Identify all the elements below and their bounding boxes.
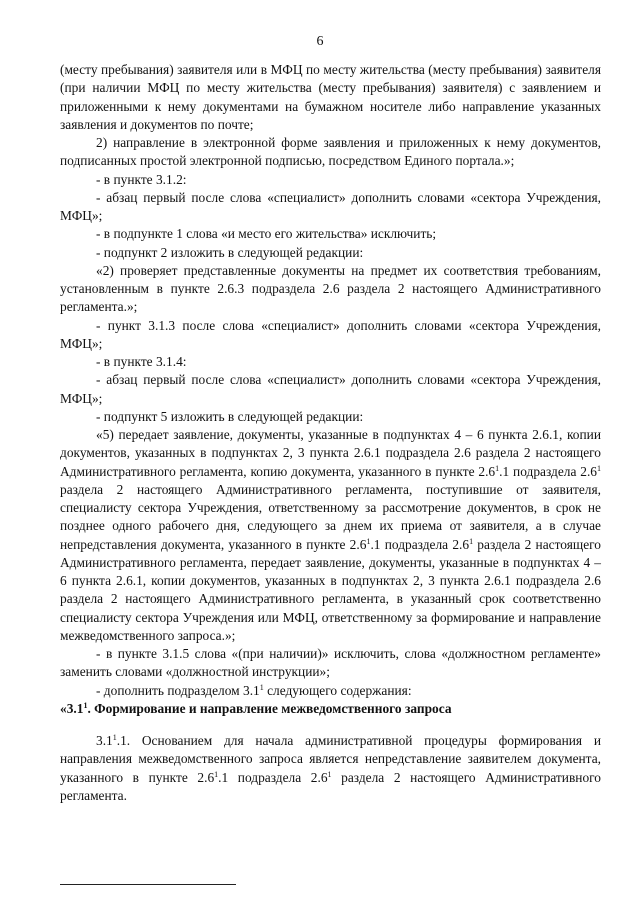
superscript: 1	[83, 700, 88, 710]
spacer	[60, 718, 601, 732]
paragraph-11: - подпункт 5 изложить в следующей редакции:	[96, 408, 364, 424]
paragraph-12-part-b: .1 подраздела 2.6	[499, 463, 597, 479]
paragraph-2: 2) направление в электронной форме заявления и приложенных к нему документов, подписанных простой электронной подписью, посредством Единого портала.»;	[60, 135, 601, 169]
paragraph-14-part-b: следующего содержания:	[263, 682, 412, 698]
paragraph-15	[60, 732, 601, 805]
superscript: 1	[259, 682, 264, 692]
paragraph-14	[60, 682, 601, 700]
paragraph-10: - абзац первый после слова «специалист» дополнить словами «сектора Учреждения, МФЦ»;	[60, 372, 601, 406]
paragraph-8: - пункт 3.1.3 после слова «специалист» дополнить словами «сектора Учреждения, МФЦ»;	[60, 317, 601, 351]
paragraph-12-part-e: раздела 2 настоящего Административного регламента, передает заявление, документы, указанные в подпунктах 4 – 6 пункта 2.6.1, копии документов, указанных в подпунктах 2, 3 пункта 2.6.1 подраздела 2.6 раздела 2 настоящего Административного регламента, в указанный срок соответственно специалисту сектора Учреждения или МФЦ, ответственному за формирование и направление межведомственного запроса.»;	[60, 536, 601, 643]
paragraph-6: - подпункт 2 изложить в следующей редакции:	[96, 244, 364, 260]
paragraph-7: «2) проверяет представленные документы на предмет их соответствия требованиям, установленным в пункте 2.6.3 подраздела 2.6 раздела 2 настоящего Административного регламента.»;	[60, 262, 601, 315]
paragraph-12-part-d: .1 подраздела 2.6	[370, 536, 470, 552]
paragraph-1: (месту пребывания) заявителя или в МФЦ по месту жительства (месту пребывания) заявителя (при наличии МФЦ по месту жительства (месту пребывания) заявителя) с заявлением и приложенными к нему документами на бумажном носителе либо направление указанных заявления и документов по почте;	[60, 62, 601, 132]
paragraph-4: - абзац первый после слова «специалист» дополнить словами «сектора Учреждения, МФЦ»;	[60, 189, 601, 223]
section-heading	[60, 700, 601, 718]
superscript: 1	[469, 536, 474, 546]
page-number: 6	[316, 34, 324, 49]
paragraph-14-part-a: - дополнить подразделом 3.1	[96, 682, 260, 698]
paragraph-12-part-a: «5) передает заявление, документы, указанные в подпунктах 4 – 6 пункта 2.6.1, копии документов, указанных в подпунктах 2, 3 пункта 2.6.1 подраздела 2.6 раздела 2 настоящего Административного регламента, копию документа, указанного в пункте 2.6	[60, 427, 601, 479]
section-heading-number: «3.1	[60, 700, 84, 716]
superscript: 1	[597, 463, 601, 473]
paragraph-12-part-c: раздела 2 настоящего Административного регламента, поступившие от заявителя, специалисту сектора Учреждения, ответственному за рассмотрение документов, в срок не позднее одного рабочего дня, следующего за днем их приема от заявителя, а в случае непредставления документа, указанного в пункте 2.6	[60, 481, 601, 552]
paragraph-15-part-a: 3.1	[96, 733, 113, 748]
document-body	[60, 61, 601, 805]
paragraph-15-part-b: .1. Основанием для начала административной процедуры формирования и направления межведомственного запроса является непредставление заявителем документа, указанного в пункте 2.6	[60, 733, 601, 785]
paragraph-12	[60, 426, 601, 645]
superscript: 1	[366, 536, 371, 546]
superscript: 1	[495, 463, 500, 473]
paragraph-3: - в пункте 3.1.2:	[96, 171, 187, 187]
paragraph-5: - в подпункте 1 слова «и место его жительства» исключить;	[96, 226, 437, 242]
superscript: 1	[214, 769, 219, 779]
paragraph-15-part-d: раздела 2 настоящего Административного регламента.	[60, 769, 601, 803]
superscript: 1	[112, 733, 117, 742]
footnote-separator	[60, 884, 236, 885]
paragraph-15-part-c: .1 подраздела 2.6	[218, 769, 328, 785]
paragraph-13: - в пункте 3.1.5 слова «(при наличии)» исключить, слова «должностном регламенте» заменить словами «должностной инструкции»;	[60, 646, 601, 680]
paragraph-9: - в пункте 3.1.4:	[96, 354, 187, 369]
superscript: 1	[327, 769, 332, 779]
section-heading-title: . Формирование и направление межведомственного запроса	[87, 700, 452, 716]
